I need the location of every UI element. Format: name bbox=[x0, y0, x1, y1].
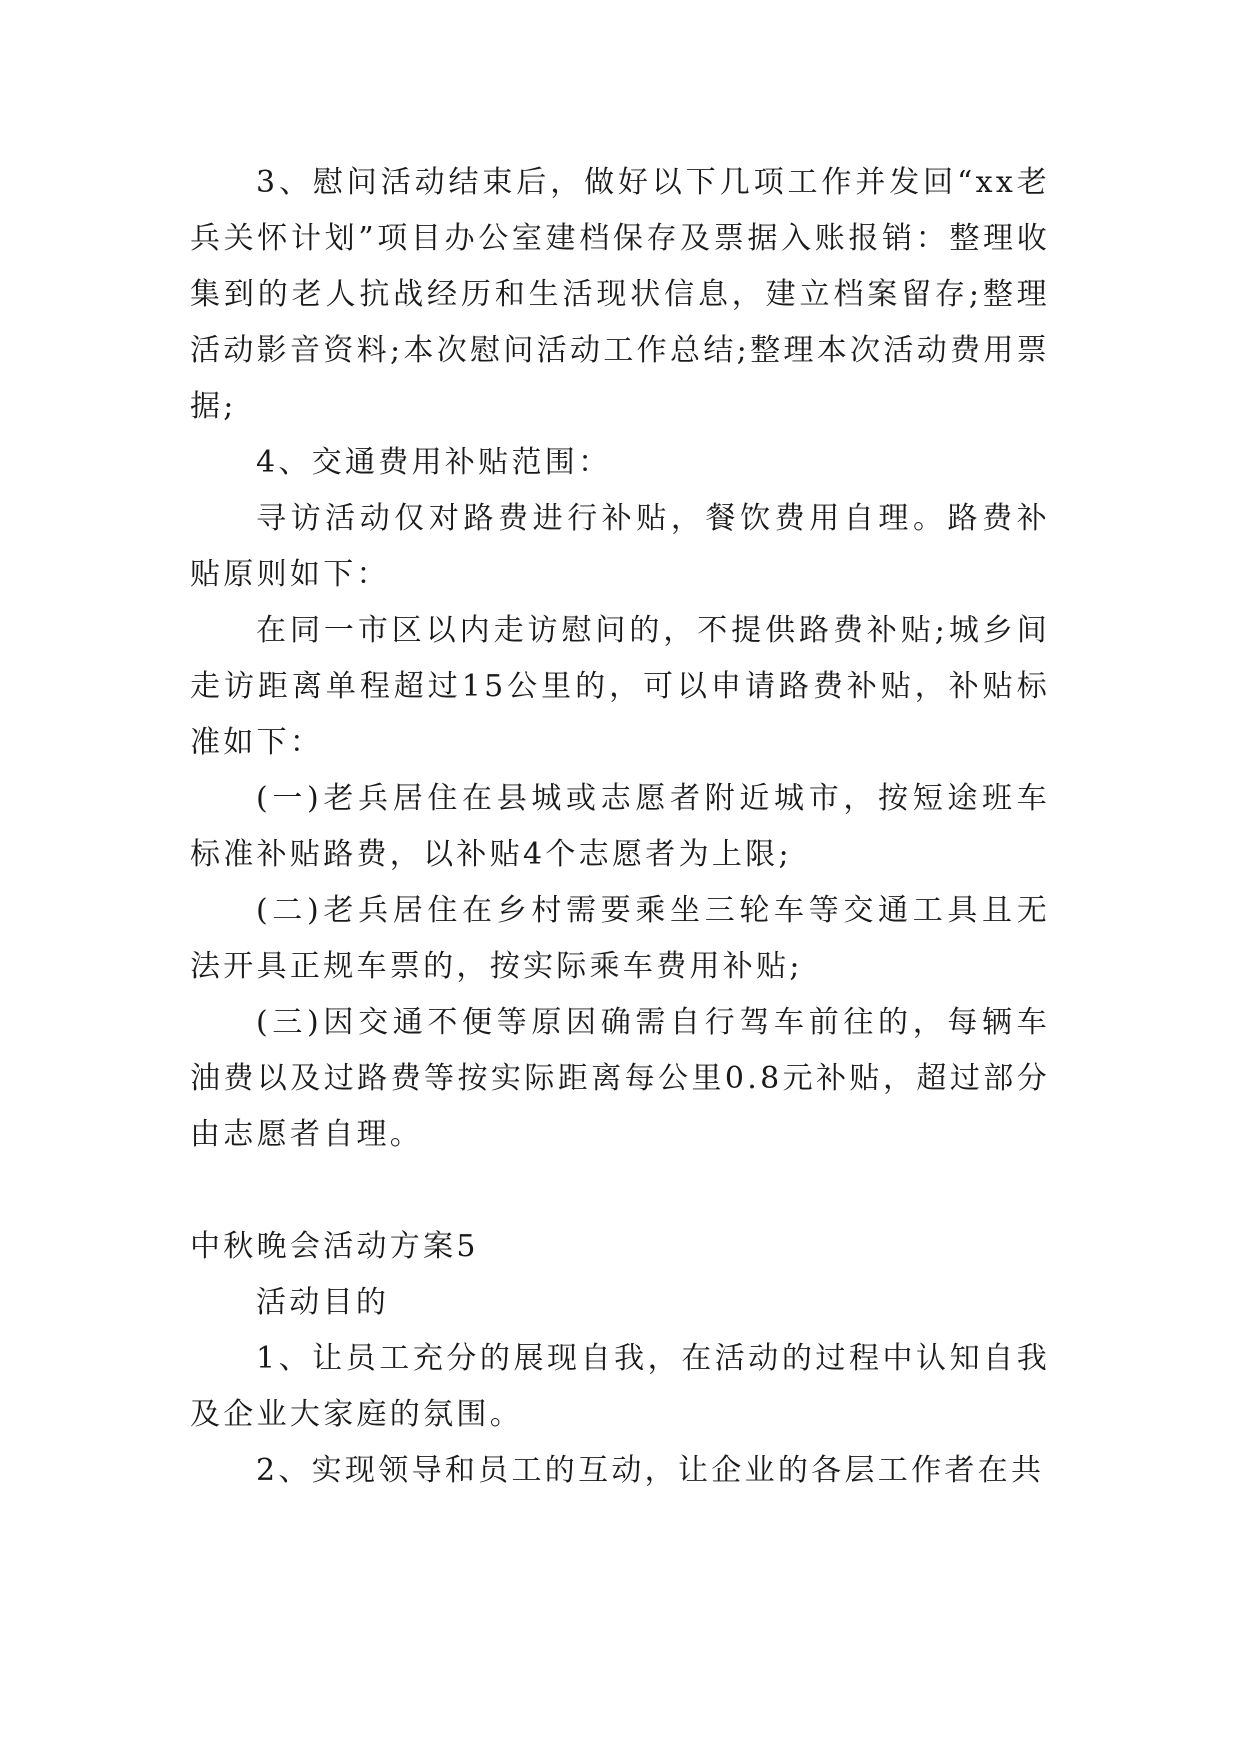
paragraph-purpose-1: 1、让员工充分的展现自我，在活动的过程中认知自我及企业大家庭的氛围。 bbox=[190, 1341, 1050, 1432]
paragraph-purpose-heading: 活动目的 bbox=[256, 1285, 390, 1320]
document-body bbox=[190, 155, 1050, 1499]
paragraph-subsidy-rule-1: (一)老兵居住在县城或志愿者附近城市，按短途班车标准补贴路费，以补贴4个志愿者为上限; bbox=[190, 781, 1050, 872]
paragraph-subsidy-scope: 在同一市区以内走访慰问的，不提供路费补贴;城乡间走访距离单程超过15公里的，可以申请路费补贴，补贴标准如下： bbox=[190, 613, 1050, 760]
section-title: 中秋晚会活动方案5 bbox=[190, 1229, 479, 1264]
section-gap bbox=[190, 1163, 1050, 1219]
paragraph-item-3: 3、慰问活动结束后，做好以下几项工作并发回“xx老兵关怀计划”项目办公室建档保存及票据入账报销：整理收集到的老人抗战经历和生活现状信息，建立档案留存;整理活动影音资料;本次慰问活动工作总结;整理本次活动费用票据; bbox=[190, 165, 1050, 424]
paragraph-subsidy-rule-3: (三)因交通不便等原因确需自行驾车前往的，每辆车油费以及过路费等按实际距离每公里0.8元补贴，超过部分由志愿者自理。 bbox=[190, 1005, 1050, 1152]
paragraph-item-4-heading: 4、交通费用补贴范围： bbox=[256, 445, 612, 480]
paragraph-subsidy-principle: 寻访活动仅对路费进行补贴，餐饮费用自理。路费补贴原则如下： bbox=[190, 501, 1050, 592]
paragraph-purpose-2: 2、实现领导和员工的互动，让企业的各层工作者在共 bbox=[256, 1453, 1045, 1488]
paragraph-subsidy-rule-2: (二)老兵居住在乡村需要乘坐三轮车等交通工具且无法开具正规车票的，按实际乘车费用补贴; bbox=[190, 893, 1050, 984]
